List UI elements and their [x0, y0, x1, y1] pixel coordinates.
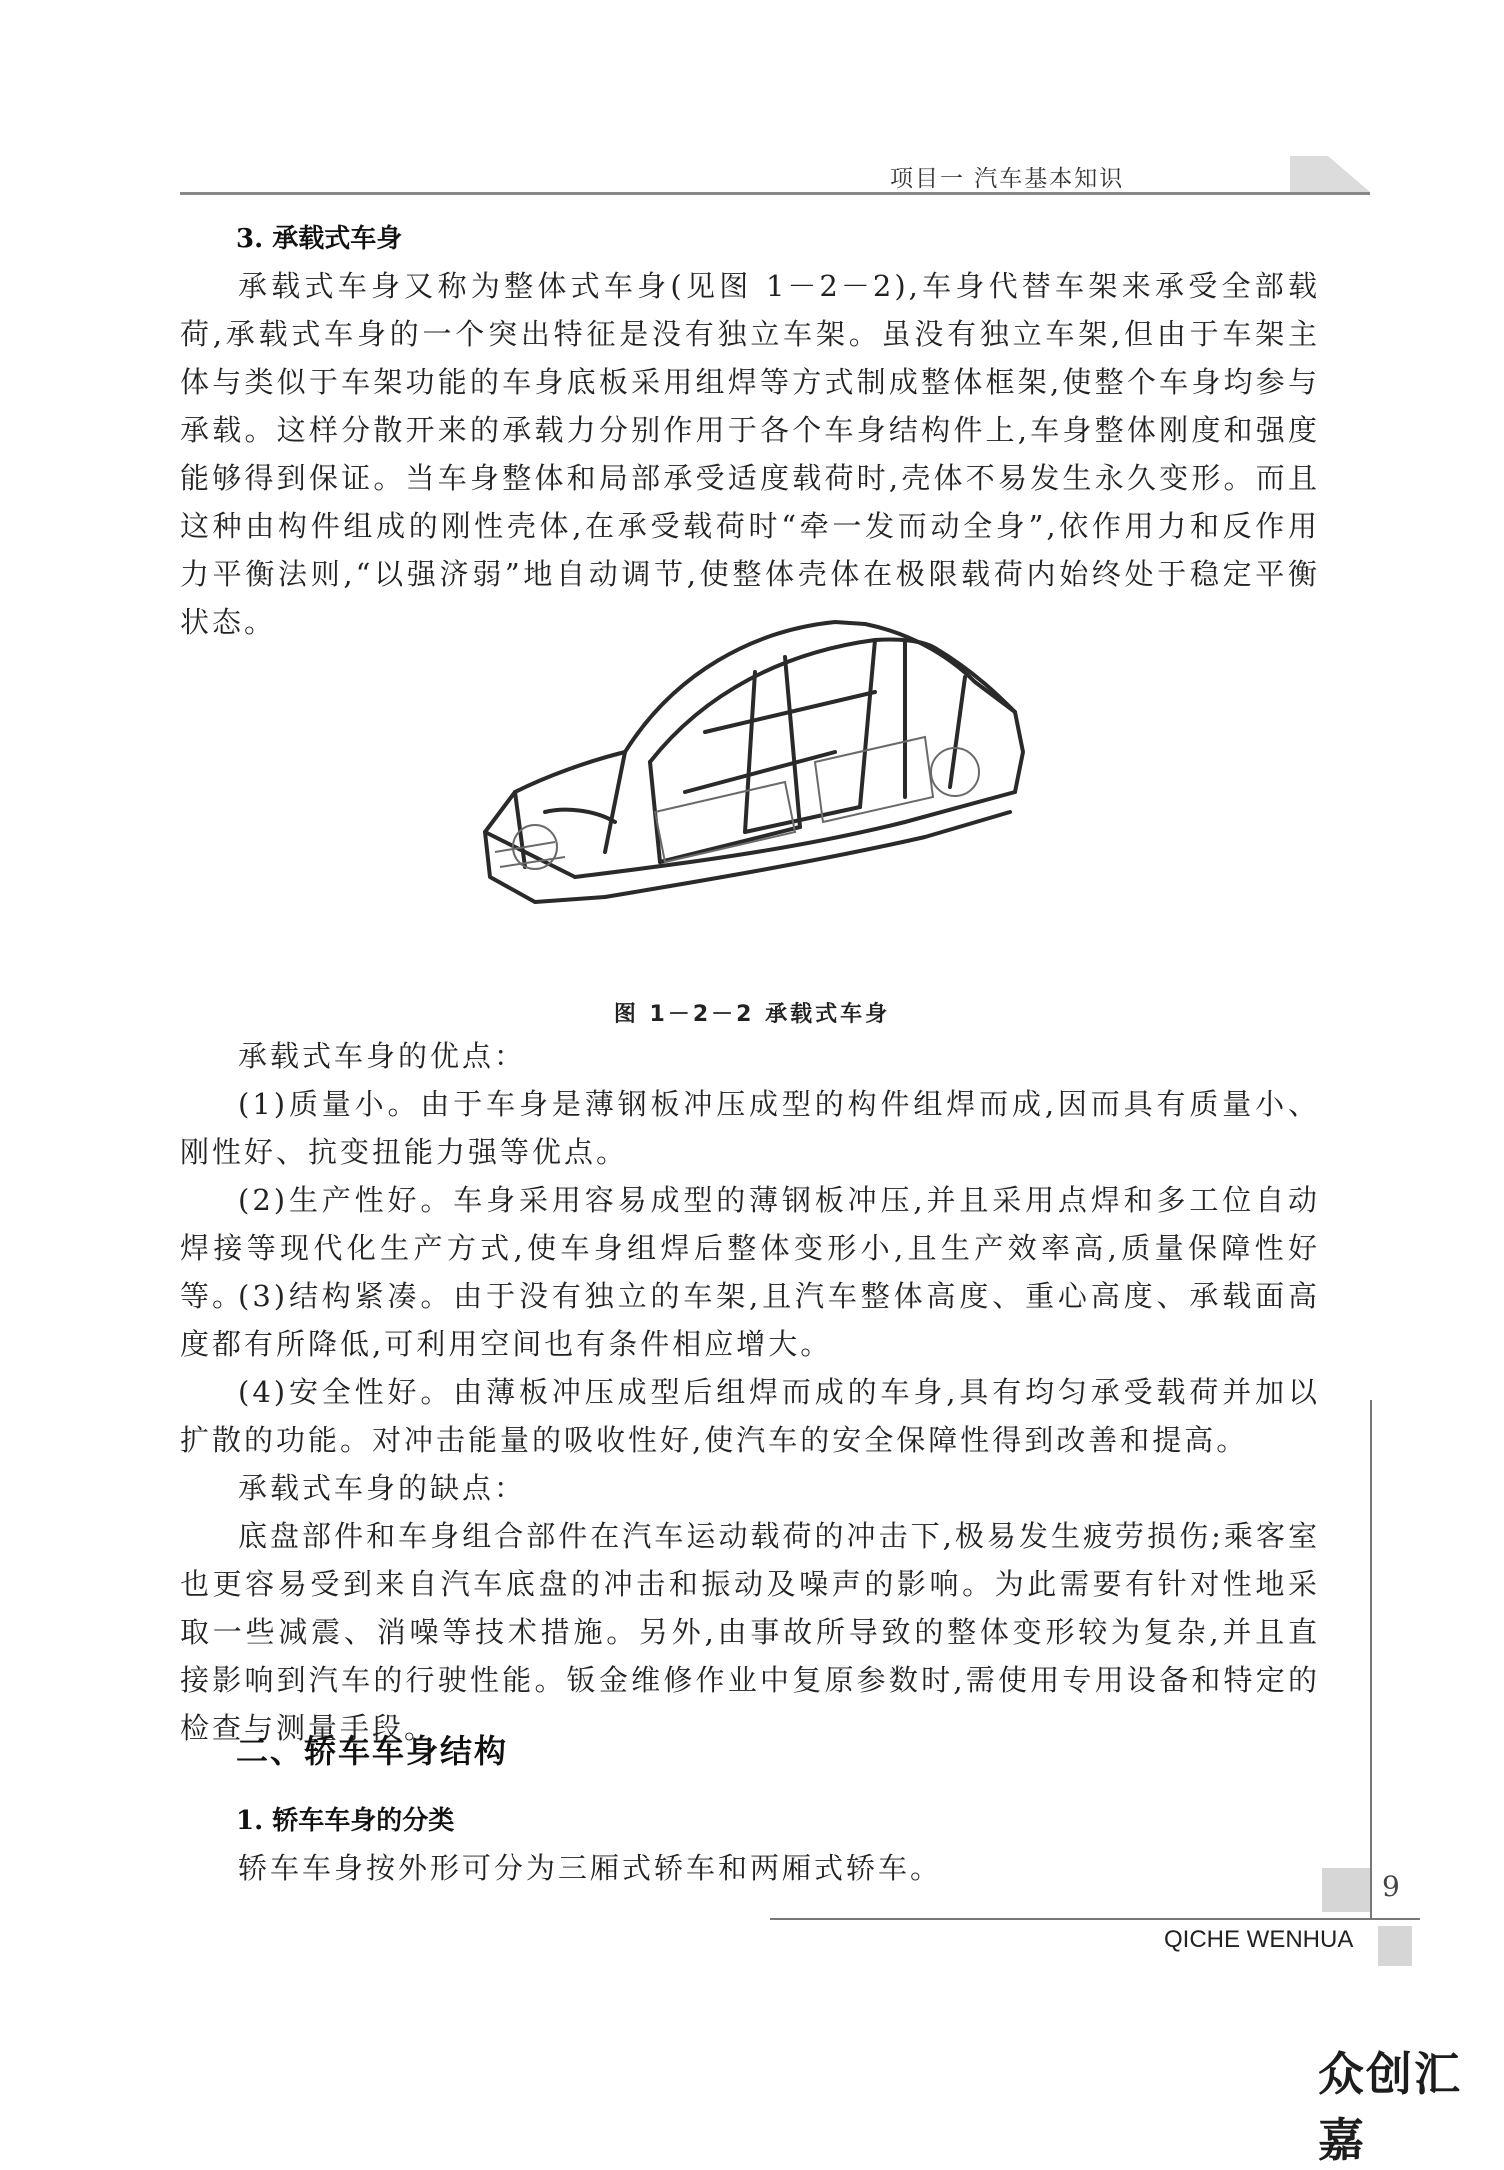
watermark-logo: 众创汇嘉 — [1318, 2047, 1462, 2167]
section-heading: 3. 承载式车身 — [236, 224, 403, 254]
header-rule — [180, 192, 1370, 195]
footer-rule — [770, 1918, 1420, 1920]
disadvantages-paragraph: 底盘部件和车身组合部件在汽车运动载荷的冲击下,极易发生疲劳损伤;乘客室也更容易受到来自汽车底盘的冲击和振动及噪声的影响。为此需要有针对性地采取一些减震、消噪等技术措施。另外,由事故所导致的整体变形较为复杂,并且直接影响到汽车的行驶性能。钣金维修作业中复原参数时,需使用专用设备和特定的检查与测量手段。 — [180, 1519, 1320, 1745]
car-body-figure — [455, 612, 1055, 960]
advantage-item: (2)生产性好。车身采用容易成型的薄钢板冲压,并且采用点焊和多工位自动焊接等现代化生产方式,使车身组焊后整体变形小,且生产效率高,质量保障性好等。 — [180, 1183, 1320, 1313]
advantage-item: (4)安全性好。由薄板冲压成型后组焊而成的车身,具有均匀承受载荷并加以扩散的功能。对冲击能量的吸收性好,使汽车的安全保障性得到改善和提高。 — [180, 1375, 1320, 1457]
disadvantages-title: 承载式车身的缺点： — [238, 1471, 527, 1505]
chapter-section-heading: 二、轿车车身结构 — [236, 1732, 509, 1770]
page-number-box — [1322, 1868, 1370, 1912]
subsection-heading: 1. 轿车车身的分类 — [236, 1806, 455, 1836]
advantage-item: (1)质量小。由于车身是薄钢板冲压成型的构件组焊而成,因而具有质量小、刚性好、抗变扭能力强等优点。 — [180, 1087, 1320, 1169]
chapter-header: 项目一 汽车基本知识 — [890, 166, 1125, 192]
figure-caption: 图 1－2－2 承载式车身 — [613, 1002, 891, 1027]
footer-box — [1378, 1926, 1412, 1966]
header-tab-decoration — [1290, 156, 1370, 192]
advantage-item: (3)结构紧凑。由于没有独立的车架,且汽车整体高度、重心高度、承载面高度都有所降低,可利用空间也有条件相应增大。 — [180, 1279, 1320, 1361]
margin-rule — [1370, 1400, 1372, 1920]
series-name: QICHE WENHUA — [1164, 1926, 1354, 1953]
subsection-paragraph: 轿车车身按外形可分为三厢式轿车和两厢式轿车。 — [238, 1851, 943, 1885]
section-paragraph: 承载式车身又称为整体式车身(见图 1－2－2),车身代替车架来承受全部载荷,承载式车身的一个突出特征是没有独立车架。虽没有独立车架,但由于车架主体与类似于车架功能的车身底板采用组焊等方式制成整体框架,使整个车身均参与承载。这样分散开来的承载力分别作用于各个车身结构件上,车身整体刚度和强度能够得到保证。当车身整体和局部承受适度载荷时,壳体不易发生永久变形。而且这种由构件组成的刚性壳体,在承受载荷时“牵一发而动全身”,依作用力和反作用力平衡法则,“以强济弱”地自动调节,使整体壳体在极限载荷内始终处于稳定平衡状态。 — [180, 269, 1320, 639]
advantages-title: 承载式车身的优点： — [238, 1039, 527, 1073]
page-number: 9 — [1382, 1870, 1400, 1903]
